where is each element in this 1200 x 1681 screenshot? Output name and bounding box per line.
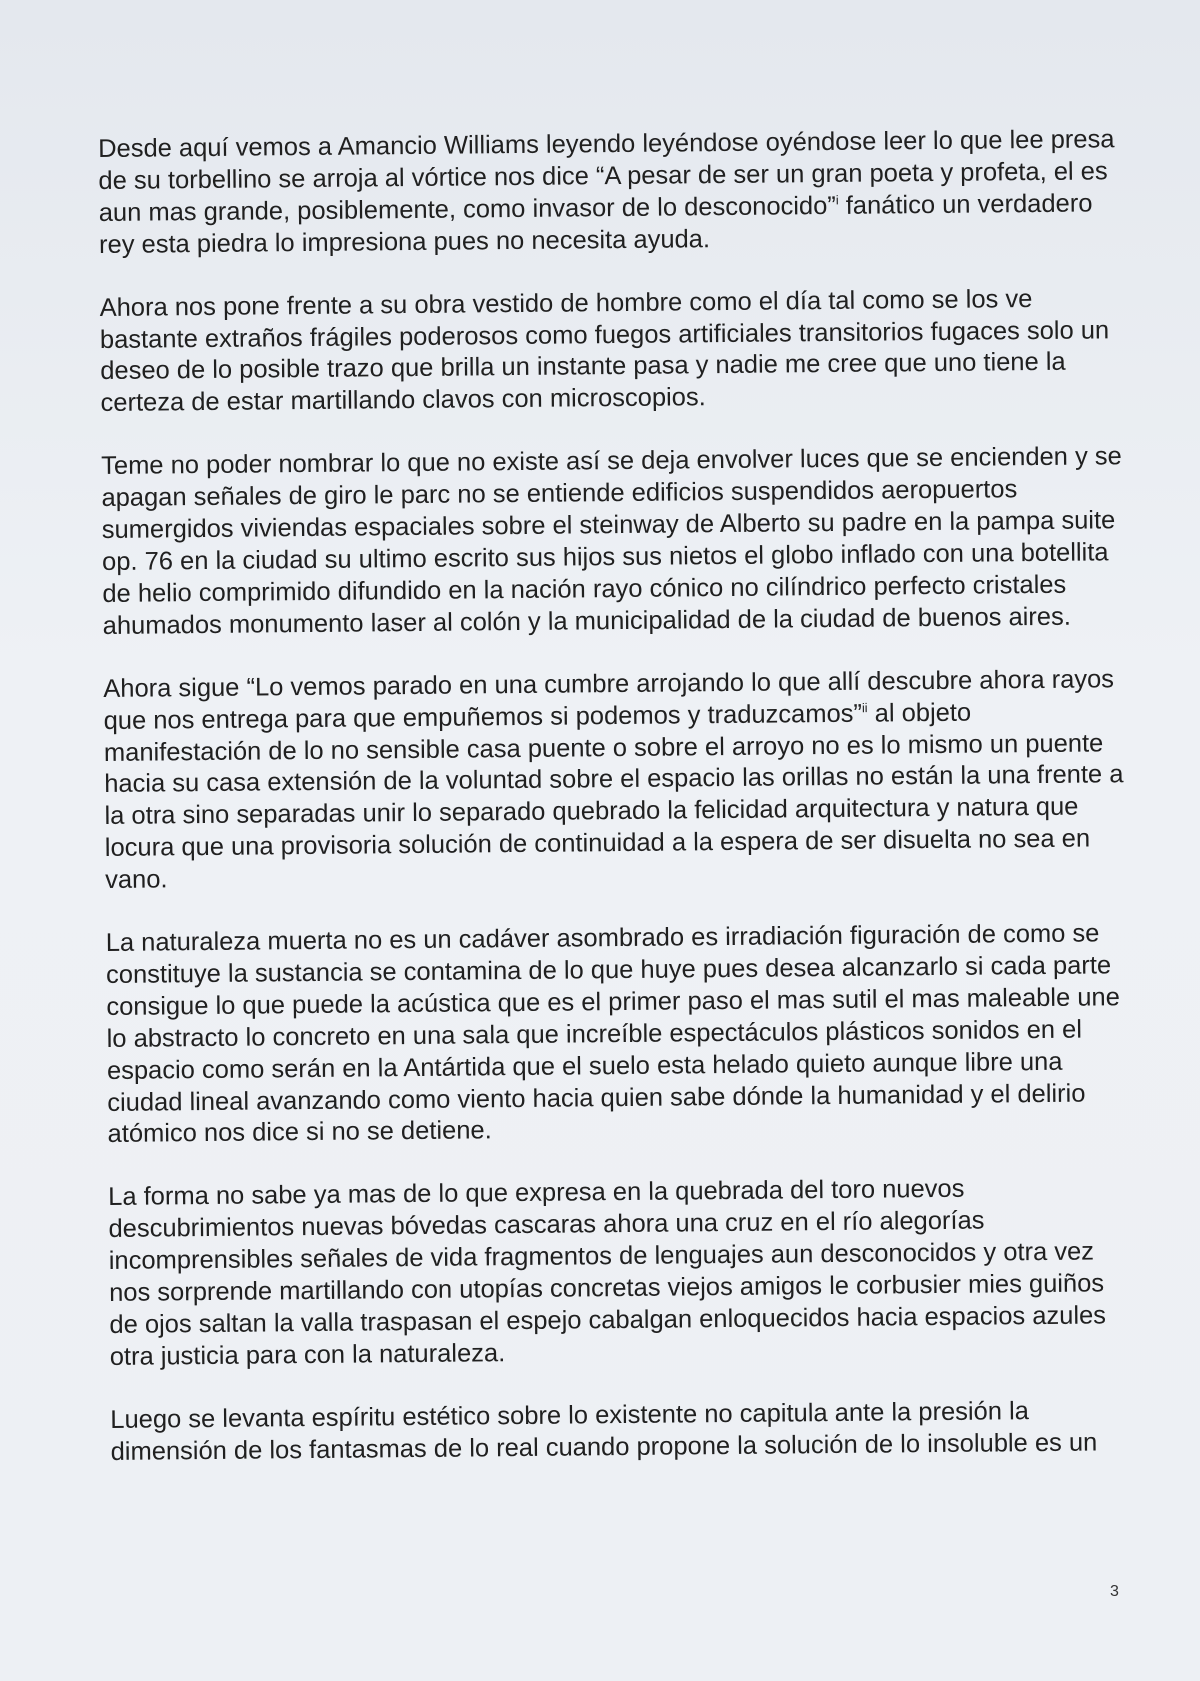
footnote-marker-i: i — [835, 192, 839, 208]
footnote-marker-ii: ii — [861, 699, 868, 715]
paragraph-4-text-continued: al objeto manifestación de lo no sensible casa puente o sobre el arroyo no es lo mismo un puente hacia su casa extensión de la voluntad sobre el espacio las orillas no están la una frente a la otra sino separadas unir lo separado quebrado la felicidad arquitectura y natura que locura que una provisoria solución de continuidad a la espera de ser disuelta no sea en vano. — [103, 698, 1124, 895]
paragraph-3: Teme no poder nombrar lo que no existe así se deja envolver luces que se encienden y se apagan señales de giro le parc no se entiende edificios suspendidos aeropuertos sumergidos viviendas espaciales sobre el steinway de Alberto su padre en la pampa suite op. 76 en la ciudad su ultimo escrito sus hijos sus nietos el globo inflado con una botellita de helio comprimido difundido en la nación rayo cónico no cilíndrico perfecto cristales ahumados monumento laser al colón y la municipalidad de la ciudad de buenos aires. — [101, 442, 1122, 640]
paragraph-4 — [103, 664, 1135, 897]
paragraph-2: Ahora nos pone frente a su obra vestido de hombre como el día tal como se los ve bastante extraños frágiles poderosos como fuegos artificiales transitorios fugaces solo un deseo de lo posible trazo que brilla un instante pasa y nadie me cree que uno tiene la certeza de estar martillando clavos con microscopios. — [99, 284, 1110, 418]
body-text — [98, 124, 1141, 1499]
paragraph-1 — [98, 124, 1129, 262]
paragraph-4-text: Ahora sigue “Lo vemos parado en una cumbre arrojando lo que allí descubre ahora rayos que nos entrega para que empuñemos si podemos y traduzcamos” — [103, 664, 1115, 735]
paragraph-1-text: Desde aquí vemos a Amancio Williams leyendo leyéndose oyéndose leer lo que lee presa de su torbellino se arroja al vórtice nos dice “A pesar de ser un gran poeta y profeta, el es aun mas grande, posiblemente, como invasor de lo desconocido” — [98, 125, 1115, 227]
paragraph-6: La forma no sabe ya mas de lo que expresa en la quebrada del toro nuevos descubrimientos nuevas bóvedas cascaras ahora una cruz en el río alegorías incomprensibles señales de vida fragmentos de lenguajes aun desconocidos y otra vez nos sorprende martillando con utopías concretas viejos amigos le corbusier mies guiños de ojos saltan la valla traspasan el espejo cabalgan enloquecidos hacia espacios azules otra justicia para con la naturaleza. — [108, 1175, 1107, 1371]
paragraph-1-text-continued: fanático un verdadero rey esta piedra lo impresiona pues no necesita ayuda. — [98, 189, 1093, 259]
paragraph-5: La naturaleza muerta no es un cadáver asombrado es irradiación figuración de como se constituye la sustancia se contamina de lo que huye pues desea alcanzarlo si cada parte consigue lo que puede la acústica que es el primer paso el mas sutil el mas maleable une lo abstracto lo concreto en una sala que increíble espectáculos plásticos sonidos en el espacio como serán en la Antártida que el suelo esta helado quieto aunque libre una ciudad lineal avanzando como viento hacia quien sabe dónde la humanidad y el delirio atómico nos dice si no se detiene. — [105, 919, 1120, 1149]
page-number: 3 — [1110, 1583, 1119, 1600]
paragraph-7: Luego se levanta espíritu estético sobre lo existente no capitula ante la presión la dimensión de los fantasmas de lo real cuando propone la solución de lo insoluble es un — [110, 1396, 1098, 1466]
